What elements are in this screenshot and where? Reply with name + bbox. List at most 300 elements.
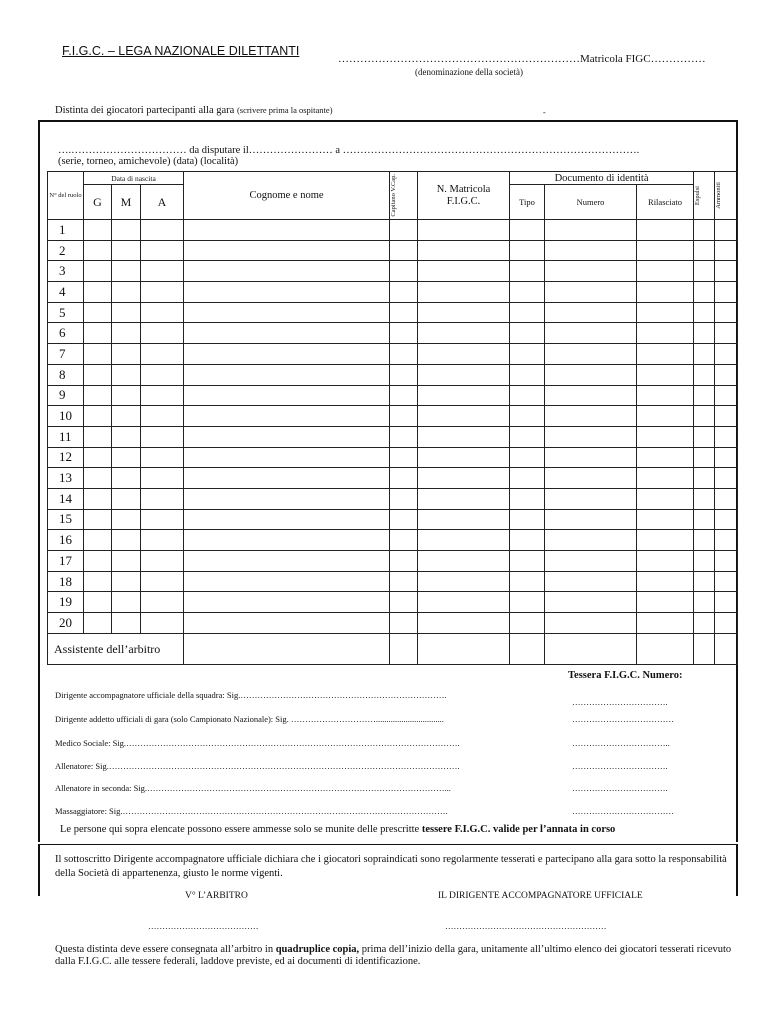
birth-day-cell[interactable]: [84, 468, 112, 489]
ammoniti-cell[interactable]: [715, 344, 738, 365]
assistant-cell[interactable]: [510, 633, 545, 664]
ammoniti-cell[interactable]: [715, 220, 738, 241]
ammoniti-cell[interactable]: [715, 551, 738, 572]
espulsi-cell[interactable]: [694, 240, 715, 261]
referee-signature[interactable]: …………………………………: [148, 921, 259, 931]
birth-month-cell[interactable]: [112, 220, 141, 241]
birth-year-cell[interactable]: [141, 220, 184, 241]
name-cell[interactable]: [184, 592, 390, 613]
doc-number-cell[interactable]: [545, 488, 637, 509]
birth-day-cell[interactable]: [84, 509, 112, 530]
staff-massaggiatore: Massaggiatore: Sig.…………………………………………………………………………………………………….: [55, 806, 448, 816]
espulsi-cell[interactable]: [694, 426, 715, 447]
matricola-cell[interactable]: [418, 302, 510, 323]
birth-month-cell[interactable]: [112, 468, 141, 489]
staff-allenatore-seconda: Allenatore in seconda: Sig.……………………………………………………………………………………………...: [55, 783, 451, 793]
captain-cell[interactable]: [390, 468, 418, 489]
matricola-cell[interactable]: [418, 406, 510, 427]
birth-day-cell[interactable]: [84, 282, 112, 303]
birth-year-cell[interactable]: [141, 344, 184, 365]
assistant-cell[interactable]: [715, 633, 738, 664]
name-cell[interactable]: [184, 364, 390, 385]
doc-type-cell[interactable]: [510, 530, 545, 551]
birth-month-cell[interactable]: [112, 282, 141, 303]
matricola-cell[interactable]: [418, 240, 510, 261]
captain-cell[interactable]: [390, 551, 418, 572]
separator-line: [38, 844, 738, 845]
staff-allenatore-tessera[interactable]: …………………………….: [572, 761, 668, 771]
doc-type-cell[interactable]: [510, 426, 545, 447]
header-ammoniti: Ammoniti: [715, 172, 738, 220]
ammoniti-cell[interactable]: [715, 406, 738, 427]
header-a: A: [141, 185, 184, 220]
birth-month-cell[interactable]: [112, 592, 141, 613]
matricola-cell[interactable]: [418, 220, 510, 241]
captain-cell[interactable]: [390, 509, 418, 530]
players-table: [47, 171, 738, 665]
birth-year-cell[interactable]: [141, 426, 184, 447]
ammoniti-cell[interactable]: [715, 261, 738, 282]
header-espulsi: Espulsi: [694, 172, 715, 220]
row-number: 15: [48, 509, 84, 530]
name-cell[interactable]: [184, 488, 390, 509]
birth-year-cell[interactable]: [141, 261, 184, 282]
espulsi-cell[interactable]: [694, 220, 715, 241]
doc-number-cell[interactable]: [545, 220, 637, 241]
birth-month-cell[interactable]: [112, 530, 141, 551]
row-number: 6: [48, 323, 84, 344]
birth-day-cell[interactable]: [84, 530, 112, 551]
assistant-cell[interactable]: [418, 633, 510, 664]
captain-cell[interactable]: [390, 385, 418, 406]
name-cell[interactable]: [184, 302, 390, 323]
captain-cell[interactable]: [390, 613, 418, 634]
birth-year-cell[interactable]: [141, 385, 184, 406]
matricola-cell[interactable]: [418, 261, 510, 282]
doc-issued-cell[interactable]: [637, 385, 694, 406]
name-cell[interactable]: [184, 530, 390, 551]
doc-type-cell[interactable]: [510, 592, 545, 613]
espulsi-cell[interactable]: [694, 323, 715, 344]
player-row: [48, 551, 738, 572]
staff-allenatore: Allenatore: Sig.…………………………………………………………………………………………………………….: [55, 761, 460, 771]
doc-issued-cell[interactable]: [637, 323, 694, 344]
row-number: 17: [48, 551, 84, 572]
espulsi-cell[interactable]: [694, 613, 715, 634]
declaration-text: Il sottoscritto Dirigente accompagnatore ufficiale dichiara che i giocatori sopraindicati sono regolarmente tesserati e partecipano alla gara sotto la responsabilità della Società di appartenenza, giusto le norme vigenti.: [55, 854, 727, 879]
birth-month-cell[interactable]: [112, 551, 141, 572]
doc-number-cell[interactable]: [545, 385, 637, 406]
doc-number-cell[interactable]: [545, 509, 637, 530]
row-number: 9: [48, 385, 84, 406]
doc-type-cell[interactable]: [510, 468, 545, 489]
espulsi-cell[interactable]: [694, 509, 715, 530]
birth-day-cell[interactable]: [84, 240, 112, 261]
assistant-cell[interactable]: [390, 633, 418, 664]
staff-dirigente-tessera[interactable]: …………………………….: [572, 697, 668, 707]
header-g: G: [84, 185, 112, 220]
header-birth: Data di nascita: [84, 172, 184, 185]
birth-day-cell[interactable]: [84, 344, 112, 365]
doc-type-cell[interactable]: [510, 282, 545, 303]
doc-issued-cell[interactable]: [637, 592, 694, 613]
captain-cell[interactable]: [390, 488, 418, 509]
doc-issued-cell[interactable]: [637, 530, 694, 551]
birth-day-cell[interactable]: [84, 261, 112, 282]
doc-type-cell[interactable]: [510, 447, 545, 468]
matricola-cell[interactable]: [418, 551, 510, 572]
matricola-cell[interactable]: [418, 530, 510, 551]
birth-year-cell[interactable]: [141, 406, 184, 427]
doc-number-cell[interactable]: [545, 282, 637, 303]
birth-month-cell[interactable]: [112, 364, 141, 385]
birth-day-cell[interactable]: [84, 302, 112, 323]
row-number: 20: [48, 613, 84, 634]
doc-type-cell[interactable]: [510, 220, 545, 241]
birth-day-cell[interactable]: [84, 488, 112, 509]
doc-issued-cell[interactable]: [637, 447, 694, 468]
row-number: 1: [48, 220, 84, 241]
birth-month-cell[interactable]: [112, 447, 141, 468]
ammoniti-cell[interactable]: [715, 302, 738, 323]
doc-issued-cell[interactable]: [637, 488, 694, 509]
birth-day-cell[interactable]: [84, 220, 112, 241]
matricola-cell[interactable]: [418, 468, 510, 489]
name-cell[interactable]: [184, 406, 390, 427]
manager-signature[interactable]: …………………………………………………: [445, 921, 607, 931]
espulsi-cell[interactable]: [694, 344, 715, 365]
staff-allenatore-seconda-tessera[interactable]: …………………………….: [572, 783, 668, 793]
birth-year-cell[interactable]: [141, 551, 184, 572]
matricola-cell[interactable]: [418, 613, 510, 634]
matricola-cell[interactable]: [418, 488, 510, 509]
assistant-cell[interactable]: [637, 633, 694, 664]
doc-type-cell[interactable]: [510, 385, 545, 406]
name-cell[interactable]: [184, 509, 390, 530]
name-cell[interactable]: [184, 447, 390, 468]
captain-cell[interactable]: [390, 592, 418, 613]
name-cell[interactable]: [184, 468, 390, 489]
doc-number-cell[interactable]: [545, 240, 637, 261]
doc-number-cell[interactable]: [545, 344, 637, 365]
captain-cell[interactable]: [390, 302, 418, 323]
espulsi-cell[interactable]: [694, 261, 715, 282]
match-info-labels: (serie, torneo, amichevole) (data) (località): [58, 156, 239, 167]
matricola-cell[interactable]: [418, 426, 510, 447]
assistant-name-cell[interactable]: [184, 633, 390, 664]
birth-month-cell[interactable]: [112, 344, 141, 365]
name-cell[interactable]: [184, 613, 390, 634]
birth-year-cell[interactable]: [141, 530, 184, 551]
birth-month-cell[interactable]: [112, 302, 141, 323]
captain-cell[interactable]: [390, 323, 418, 344]
doc-number-cell[interactable]: [545, 468, 637, 489]
player-row: [48, 447, 738, 468]
birth-day-cell[interactable]: [84, 385, 112, 406]
ammoniti-cell[interactable]: [715, 447, 738, 468]
doc-number-cell[interactable]: [545, 406, 637, 427]
ammoniti-cell[interactable]: [715, 468, 738, 489]
captain-cell[interactable]: [390, 344, 418, 365]
matricola-cell[interactable]: [418, 344, 510, 365]
tessere-note-text: Le persone qui sopra elencate possono essere ammesse solo se munite delle prescritte: [60, 824, 422, 835]
ammoniti-cell[interactable]: [715, 240, 738, 261]
doc-type-cell[interactable]: [510, 551, 545, 572]
birth-year-cell[interactable]: [141, 509, 184, 530]
birth-year-cell[interactable]: [141, 488, 184, 509]
row-number: 19: [48, 592, 84, 613]
birth-year-cell[interactable]: [141, 571, 184, 592]
header-m: M: [112, 185, 141, 220]
espulsi-cell[interactable]: [694, 551, 715, 572]
doc-number-cell[interactable]: [545, 571, 637, 592]
doc-type-cell[interactable]: [510, 261, 545, 282]
row-number: 16: [48, 530, 84, 551]
captain-cell[interactable]: [390, 571, 418, 592]
birth-day-cell[interactable]: [84, 426, 112, 447]
birth-month-cell[interactable]: [112, 488, 141, 509]
name-cell[interactable]: [184, 240, 390, 261]
player-row: [48, 364, 738, 385]
match-info-line: ….…………………………… da disputare il…………………… a ………………………………………………………………………….: [58, 145, 640, 156]
header-num: N° del ruolo: [48, 172, 84, 220]
row-number: 18: [48, 571, 84, 592]
birth-year-cell[interactable]: [141, 282, 184, 303]
ammoniti-cell[interactable]: [715, 530, 738, 551]
doc-issued-cell[interactable]: [637, 613, 694, 634]
name-cell[interactable]: [184, 323, 390, 344]
espulsi-cell[interactable]: [694, 592, 715, 613]
birth-day-cell[interactable]: [84, 406, 112, 427]
staff-medico-tessera[interactable]: ……………………………..: [572, 738, 670, 748]
birth-month-cell[interactable]: [112, 571, 141, 592]
player-row: [48, 488, 738, 509]
ammoniti-cell[interactable]: [715, 364, 738, 385]
assistant-cell[interactable]: [694, 633, 715, 664]
player-row: [48, 302, 738, 323]
captain-cell[interactable]: [390, 364, 418, 385]
doc-type-cell[interactable]: [510, 509, 545, 530]
doc-issued-cell[interactable]: [637, 426, 694, 447]
header-name: Cognome e nome: [184, 172, 390, 220]
matricola-cell[interactable]: [418, 282, 510, 303]
doc-issued-cell[interactable]: [637, 344, 694, 365]
espulsi-cell[interactable]: [694, 468, 715, 489]
matricola-cell[interactable]: [418, 509, 510, 530]
espulsi-cell[interactable]: [694, 302, 715, 323]
tessera-label: Tessera F.I.G.C. Numero:: [568, 670, 683, 681]
doc-issued-cell[interactable]: [637, 509, 694, 530]
header-numero: Numero: [545, 185, 637, 220]
birth-month-cell[interactable]: [112, 385, 141, 406]
birth-year-cell[interactable]: [141, 364, 184, 385]
doc-type-cell[interactable]: [510, 613, 545, 634]
espulsi-cell[interactable]: [694, 488, 715, 509]
birth-month-cell[interactable]: [112, 240, 141, 261]
ammoniti-cell[interactable]: [715, 592, 738, 613]
manager-label: IL DIRIGENTE ACCOMPAGNATORE UFFICIALE: [438, 891, 643, 901]
captain-cell[interactable]: [390, 447, 418, 468]
birth-day-cell[interactable]: [84, 571, 112, 592]
player-row: [48, 426, 738, 447]
assistant-cell[interactable]: [545, 633, 637, 664]
final-text-bold: quadruplice copia,: [275, 944, 360, 955]
distinta-label: [55, 105, 333, 116]
doc-number-cell[interactable]: [545, 302, 637, 323]
birth-year-cell[interactable]: [141, 302, 184, 323]
doc-type-cell[interactable]: [510, 364, 545, 385]
header-matricola: N. Matricola F.I.G.C.: [418, 172, 510, 220]
matricola-cell[interactable]: [418, 385, 510, 406]
ammoniti-cell[interactable]: [715, 282, 738, 303]
name-cell[interactable]: [184, 551, 390, 572]
doc-issued-cell[interactable]: [637, 302, 694, 323]
birth-day-cell[interactable]: [84, 323, 112, 344]
doc-issued-cell[interactable]: [637, 220, 694, 241]
doc-type-cell[interactable]: [510, 323, 545, 344]
birth-month-cell[interactable]: [112, 426, 141, 447]
row-number: 13: [48, 468, 84, 489]
matricola-cell[interactable]: [418, 447, 510, 468]
birth-year-cell[interactable]: [141, 323, 184, 344]
birth-year-cell[interactable]: [141, 613, 184, 634]
birth-day-cell[interactable]: [84, 592, 112, 613]
society-matricola-line: …………………………………………………………Matricola FIGC……………: [338, 53, 706, 65]
ammoniti-cell[interactable]: [715, 323, 738, 344]
doc-issued-cell[interactable]: [637, 261, 694, 282]
final-text-post: prima dell’inizio della gara, unitamente all’ultimo elenco dei giocatori tesserati ricevuto dalla F.I.G.C. alle tessere federali, laddove previste, ed ai documenti di identificazione.: [55, 944, 732, 967]
distinta-text: Distinta dei giocatori partecipanti alla gara: [55, 105, 235, 116]
doc-type-cell[interactable]: [510, 302, 545, 323]
row-number: 2: [48, 240, 84, 261]
staff-massaggiatore-tessera[interactable]: ………………………………: [572, 806, 674, 816]
doc-number-cell[interactable]: [545, 592, 637, 613]
ammoniti-cell[interactable]: [715, 385, 738, 406]
birth-year-cell[interactable]: [141, 468, 184, 489]
row-number: 4: [48, 282, 84, 303]
doc-type-cell[interactable]: [510, 406, 545, 427]
doc-issued-cell[interactable]: [637, 468, 694, 489]
ammoniti-cell[interactable]: [715, 613, 738, 634]
espulsi-cell[interactable]: [694, 406, 715, 427]
doc-issued-cell[interactable]: [637, 282, 694, 303]
birth-month-cell[interactable]: [112, 261, 141, 282]
doc-type-cell[interactable]: [510, 344, 545, 365]
matricola-cell[interactable]: [418, 571, 510, 592]
name-cell[interactable]: [184, 220, 390, 241]
player-row: [48, 468, 738, 489]
doc-number-cell[interactable]: [545, 447, 637, 468]
row-number: 8: [48, 364, 84, 385]
header-document: Documento di identità: [510, 172, 694, 185]
final-instructions: [55, 944, 745, 968]
doc-number-cell[interactable]: [545, 530, 637, 551]
doc-number-cell[interactable]: [545, 261, 637, 282]
player-row: [48, 323, 738, 344]
header-tipo: Tipo: [510, 185, 545, 220]
player-row: [48, 261, 738, 282]
doc-number-cell[interactable]: [545, 551, 637, 572]
espulsi-cell[interactable]: [694, 364, 715, 385]
doc-number-cell[interactable]: [545, 426, 637, 447]
doc-type-cell[interactable]: [510, 488, 545, 509]
matricola-cell[interactable]: [418, 592, 510, 613]
doc-number-cell[interactable]: [545, 613, 637, 634]
header-captain: Capitano V.Cap.: [390, 172, 418, 220]
name-cell[interactable]: [184, 426, 390, 447]
birth-year-cell[interactable]: [141, 240, 184, 261]
player-row: [48, 509, 738, 530]
birth-month-cell[interactable]: [112, 323, 141, 344]
row-number: 12: [48, 447, 84, 468]
staff-addetto: Dirigente addetto ufficiali di gara (solo Campionato Nazionale): Sig. …………………………................................: [55, 714, 444, 724]
captain-cell[interactable]: [390, 220, 418, 241]
ammoniti-cell[interactable]: [715, 426, 738, 447]
doc-number-cell[interactable]: [545, 323, 637, 344]
doc-issued-cell[interactable]: [637, 551, 694, 572]
frame-left-edge: [38, 844, 40, 896]
name-cell[interactable]: [184, 261, 390, 282]
captain-cell[interactable]: [390, 261, 418, 282]
tick-mark: -: [543, 108, 546, 117]
captain-cell[interactable]: [390, 426, 418, 447]
birth-year-cell[interactable]: [141, 592, 184, 613]
ammoniti-cell[interactable]: [715, 488, 738, 509]
matricola-cell[interactable]: [418, 323, 510, 344]
birth-day-cell[interactable]: [84, 364, 112, 385]
ammoniti-cell[interactable]: [715, 571, 738, 592]
player-row: [48, 592, 738, 613]
doc-type-cell[interactable]: [510, 240, 545, 261]
player-row: [48, 385, 738, 406]
captain-cell[interactable]: [390, 240, 418, 261]
espulsi-cell[interactable]: [694, 447, 715, 468]
birth-day-cell[interactable]: [84, 613, 112, 634]
captain-cell[interactable]: [390, 282, 418, 303]
doc-number-cell[interactable]: [545, 364, 637, 385]
doc-issued-cell[interactable]: [637, 406, 694, 427]
name-cell[interactable]: [184, 282, 390, 303]
doc-issued-cell[interactable]: [637, 240, 694, 261]
staff-dirigente: Dirigente accompagnatore ufficiale della squadra: Sig.……………………………………………………………….: [55, 690, 447, 700]
birth-month-cell[interactable]: [112, 406, 141, 427]
espulsi-cell[interactable]: [694, 571, 715, 592]
birth-year-cell[interactable]: [141, 447, 184, 468]
name-cell[interactable]: [184, 344, 390, 365]
staff-addetto-tessera[interactable]: ………………………………: [572, 714, 674, 724]
row-number: 10: [48, 406, 84, 427]
header-rilasciato: Rilasciato: [637, 185, 694, 220]
player-row: [48, 406, 738, 427]
ammoniti-cell[interactable]: [715, 509, 738, 530]
birth-day-cell[interactable]: [84, 551, 112, 572]
doc-issued-cell[interactable]: [637, 364, 694, 385]
name-cell[interactable]: [184, 385, 390, 406]
doc-type-cell[interactable]: [510, 571, 545, 592]
doc-issued-cell[interactable]: [637, 571, 694, 592]
captain-cell[interactable]: [390, 530, 418, 551]
espulsi-cell[interactable]: [694, 530, 715, 551]
matricola-cell[interactable]: [418, 364, 510, 385]
birth-month-cell[interactable]: [112, 613, 141, 634]
birth-day-cell[interactable]: [84, 447, 112, 468]
birth-month-cell[interactable]: [112, 509, 141, 530]
form-title: F.I.G.C. – LEGA NAZIONALE DILETTANTI: [62, 44, 300, 58]
name-cell[interactable]: [184, 571, 390, 592]
espulsi-cell[interactable]: [694, 385, 715, 406]
espulsi-cell[interactable]: [694, 282, 715, 303]
captain-cell[interactable]: [390, 406, 418, 427]
